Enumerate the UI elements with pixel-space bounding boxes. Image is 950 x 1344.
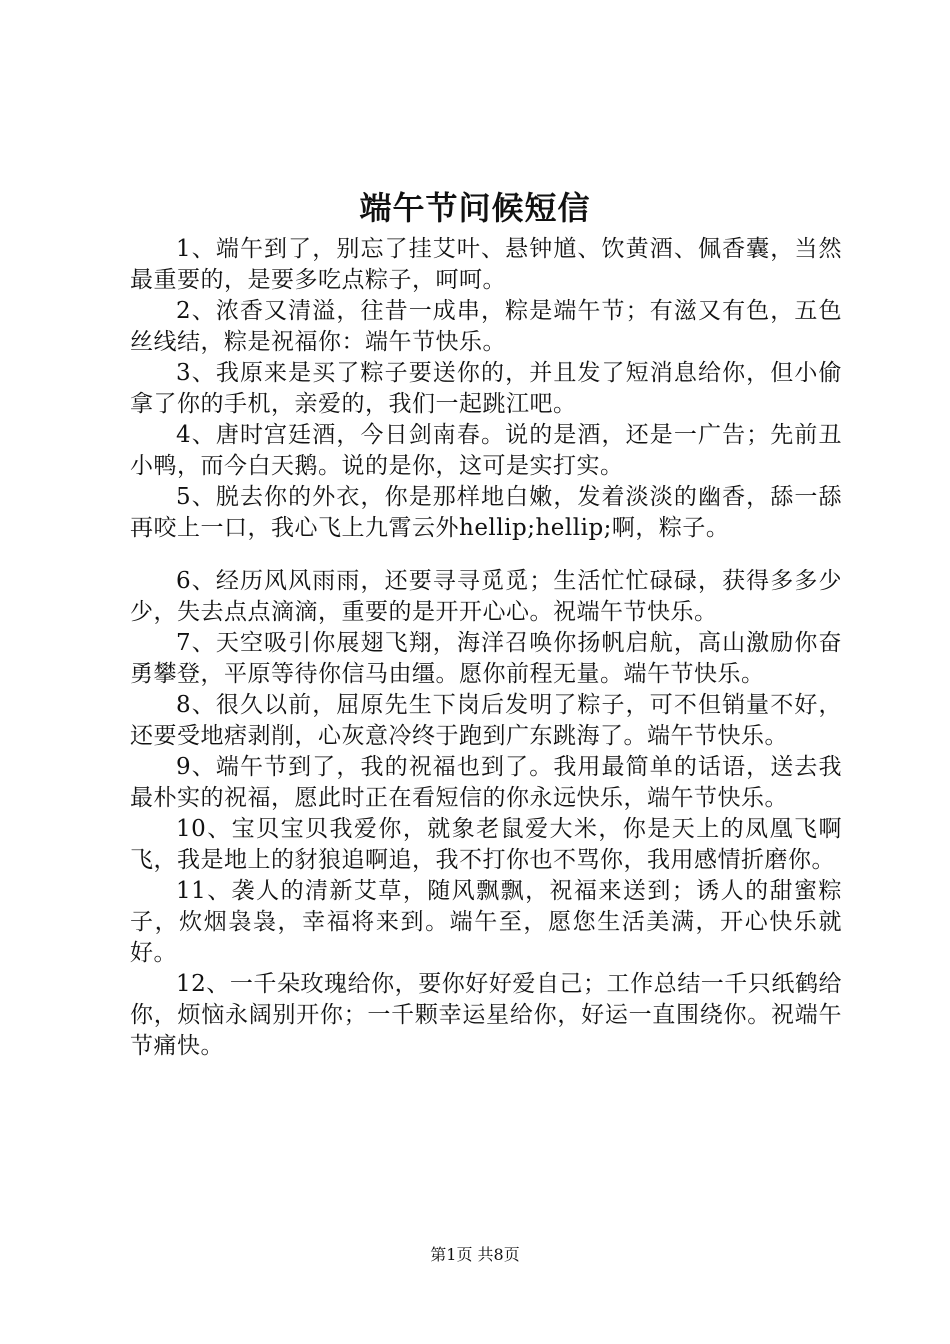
paragraph-11: 11、袭人的清新艾草，随风飘飘，祝福来送到；诱人的甜蜜粽子，炊烟袅袅，幸福将来到。端午至，愿您生活美满，开心快乐就好。 <box>130 878 842 966</box>
paragraph-2: 2、浓香又清溢，往昔一成串，粽是端午节；有滋又有色，五色丝线结，粽是祝福你：端午节快乐。 <box>130 298 842 355</box>
paragraph-7: 7、天空吸引你展翅飞翔，海洋召唤你扬帆启航，高山激励你奋勇攀登，平原等待你信马由缰。愿你前程无量。端午节快乐。 <box>130 630 842 687</box>
document-title: 端午节问候短信 <box>359 189 591 227</box>
document-body <box>130 234 842 1062</box>
paragraph-6: 6、经历风风雨雨，还要寻寻觅觅；生活忙忙碌碌，获得多多少少，失去点点滴滴，重要的是开开心心。祝端午节快乐。 <box>130 568 842 625</box>
paragraph-5: 5、脱去你的外衣，你是那样地白嫩，发着淡淡的幽香，舔一舔再咬上一口，我心飞上九霄云外hellip;hellip;啊，粽子。 <box>130 484 842 541</box>
paragraph-10: 10、宝贝宝贝我爱你，就象老鼠爱大米，你是天上的凤凰飞啊飞，我是地上的豺狼追啊追，我不打你也不骂你，我用感情折磨你。 <box>130 816 842 873</box>
paragraph-1: 1、端午到了，别忘了挂艾叶、悬钟馗、饮黄酒、佩香囊，当然最重要的，是要多吃点粽子，呵呵。 <box>130 236 842 293</box>
page-footer: 第1页 共8页 <box>430 1245 520 1264</box>
paragraph-4: 4、唐时宫廷酒，今日剑南春。说的是酒，还是一广告；先前丑小鸭，而今白天鹅。说的是你，这可是实打实。 <box>130 422 842 479</box>
paragraph-12: 12、一千朵玫瑰给你，要你好好爱自己；工作总结一千只纸鹤给你，烦恼永阔别开你；一千颗幸运星给你，好运一直围绕你。祝端午节痛快。 <box>130 971 842 1059</box>
paragraph-3: 3、我原来是买了粽子要送你的，并且发了短消息给你，但小偷拿了你的手机，亲爱的，我们一起跳江吧。 <box>130 360 842 417</box>
paragraph-9: 9、端午节到了，我的祝福也到了。我用最简单的话语，送去我最朴实的祝福，愿此时正在看短信的你永远快乐，端午节快乐。 <box>130 754 842 811</box>
paragraph-8: 8、很久以前，屈原先生下岗后发明了粽子，可不但销量不好，还要受地痞剥削，心灰意冷终于跑到广东跳海了。端午节快乐。 <box>130 692 842 749</box>
